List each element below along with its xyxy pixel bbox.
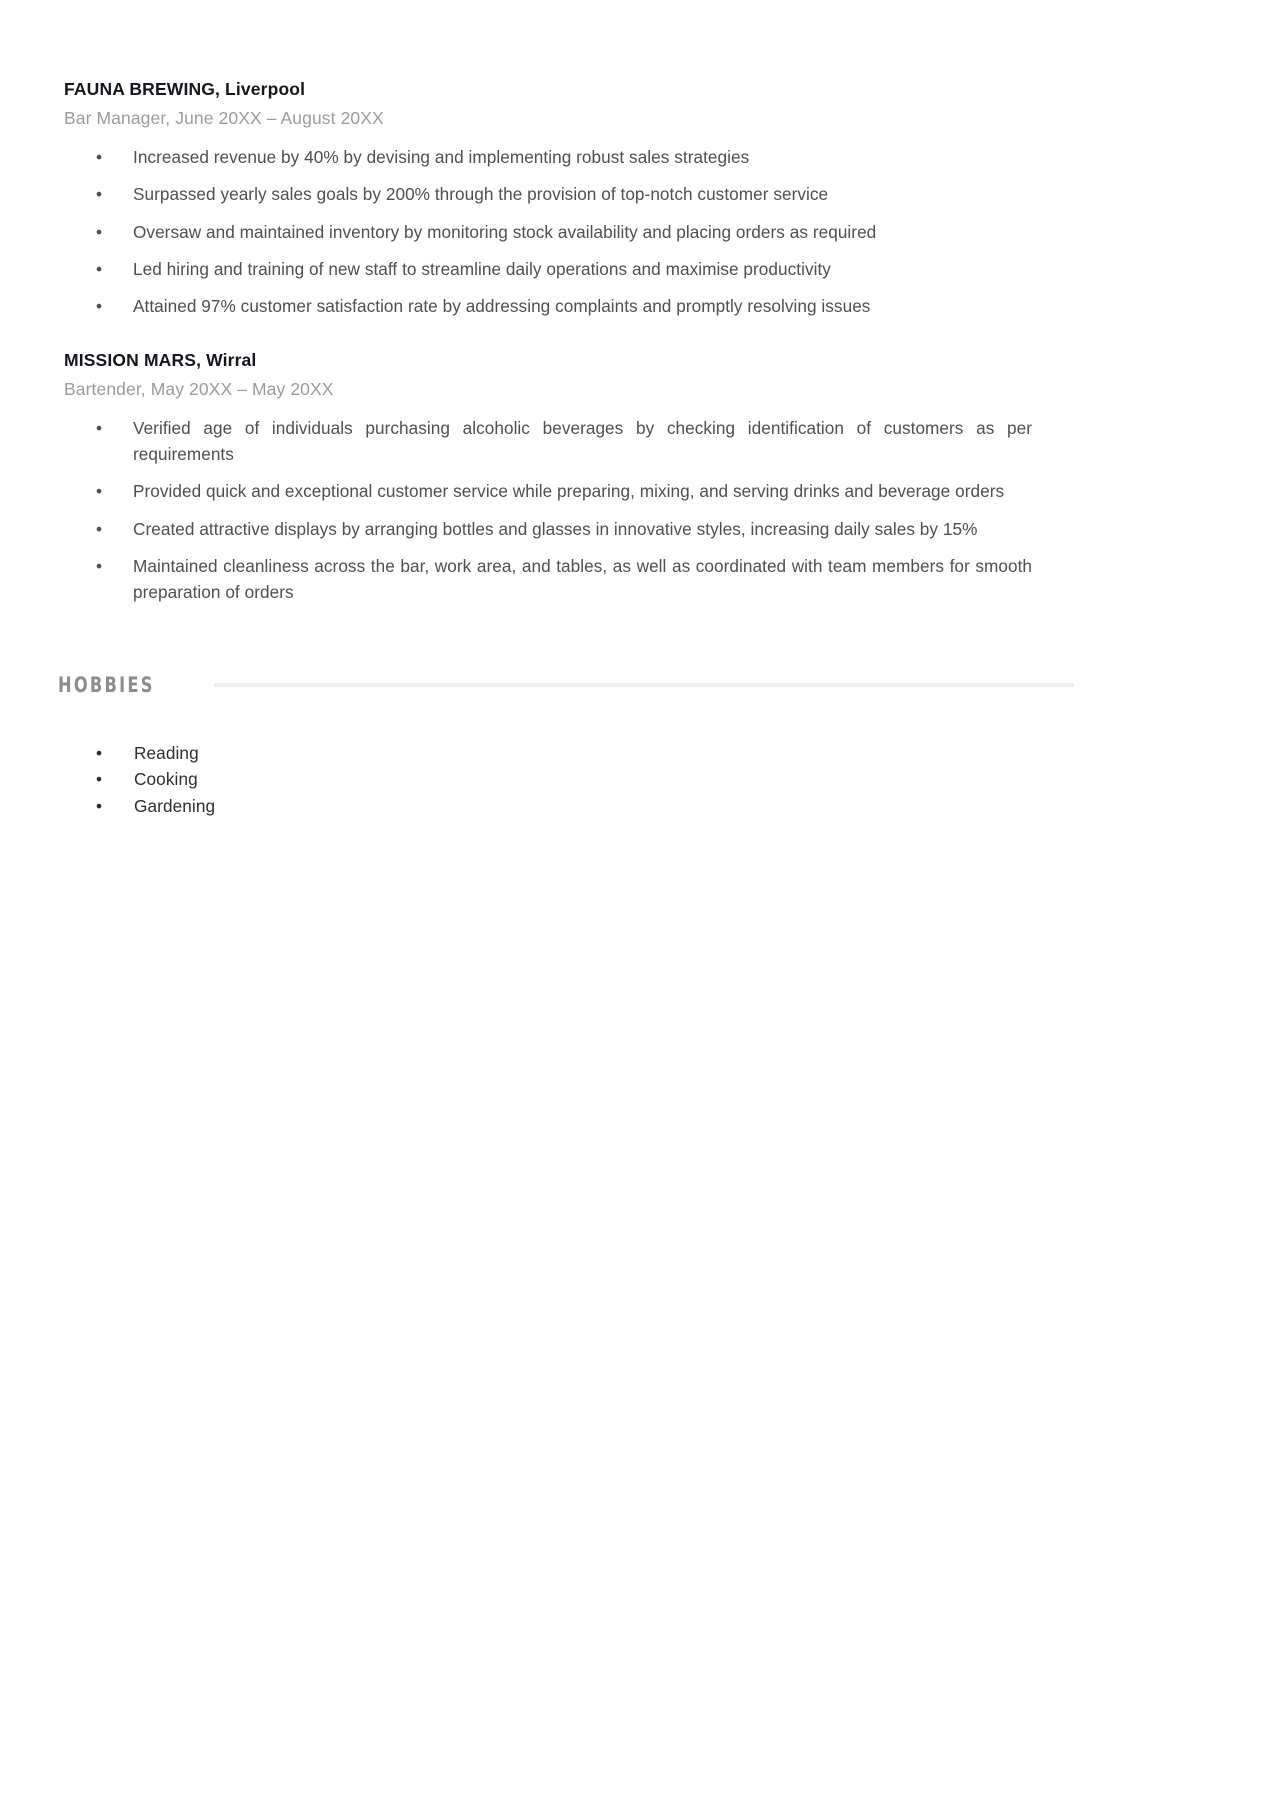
- job-bullet: [64, 181, 1032, 207]
- hobby-item: [58, 766, 1074, 792]
- hobby-label: Reading: [134, 743, 199, 763]
- bullet-icon: •: [96, 184, 103, 205]
- job-role-and-dates: Bar Manager, June 20XX – August 20XX: [64, 107, 384, 128]
- bullet-icon: •: [96, 295, 103, 316]
- section-title: HOBBIES: [58, 673, 155, 697]
- job-bullet-text: Verified age of individuals purchasing alcoholic beverages by checking identification of customers as per requirements: [133, 418, 1032, 465]
- bullet-icon: •: [96, 795, 103, 816]
- bullet-icon: •: [96, 518, 103, 539]
- hobby-item: [58, 793, 1074, 819]
- job-bullet: [64, 293, 1032, 319]
- job-bullet-text: Led hiring and training of new staff to streamline daily operations and maximise productivity: [133, 258, 831, 279]
- bullet-icon: •: [96, 743, 103, 763]
- job-bullet: [64, 415, 1032, 467]
- job-bullet-text: Created attractive displays by arranging bottles and glasses in innovative styles, increasing daily sales by 15%: [133, 518, 978, 539]
- hobbies-list: [58, 740, 1074, 819]
- job-bullet-list: [64, 144, 1032, 319]
- bullet-icon: •: [96, 418, 103, 439]
- bullet-icon: •: [96, 769, 103, 790]
- job-bullet-text: Oversaw and maintained inventory by monitoring stock availability and placing orders as required: [133, 221, 877, 242]
- experience-entry: [64, 78, 1032, 319]
- job-role-and-dates: Bartender, May 20XX – May 20XX: [64, 378, 334, 399]
- job-bullet-text: Surpassed yearly sales goals by 200% through the provision of top-notch customer service: [133, 184, 829, 205]
- hobbies-section: [58, 655, 1074, 819]
- hobby-item: [58, 740, 1074, 766]
- job-company-name: FAUNA BREWING, Liverpool: [64, 79, 306, 99]
- bullet-icon: •: [96, 555, 103, 576]
- job-bullet-text: Attained 97% customer satisfaction rate by addressing complaints and promptly resolving issues: [133, 295, 871, 316]
- section-divider: [214, 683, 1074, 687]
- job-bullet-text: Provided quick and exceptional customer service while preparing, mixing, and serving drinks and beverage orders: [133, 481, 1005, 502]
- section-header: [58, 668, 1074, 702]
- bullet-icon: •: [96, 481, 103, 502]
- job-bullet-list: [64, 415, 1032, 605]
- job-bullet-text: Maintained cleanliness across the bar, work area, and tables, as well as coordinated with team members for smooth preparation of orders: [133, 555, 1032, 602]
- bullet-icon: •: [96, 258, 103, 279]
- job-bullet: [64, 219, 1032, 245]
- job-bullet-text: Increased revenue by 40% by devising and implementing robust sales strategies: [133, 147, 750, 168]
- bullet-icon: •: [96, 147, 103, 168]
- hobby-label: Gardening: [134, 795, 216, 816]
- experience-entry: [64, 349, 1032, 605]
- hobby-label: Cooking: [134, 769, 198, 790]
- job-bullet: [64, 256, 1032, 282]
- job-bullet: [64, 516, 1032, 542]
- bullet-icon: •: [96, 221, 103, 242]
- job-bullet: [64, 478, 1032, 504]
- experience-section: [64, 78, 1032, 666]
- job-company-name: MISSION MARS, Wirral: [64, 349, 257, 370]
- job-bullet: [64, 553, 1032, 605]
- job-bullet: [64, 144, 1032, 170]
